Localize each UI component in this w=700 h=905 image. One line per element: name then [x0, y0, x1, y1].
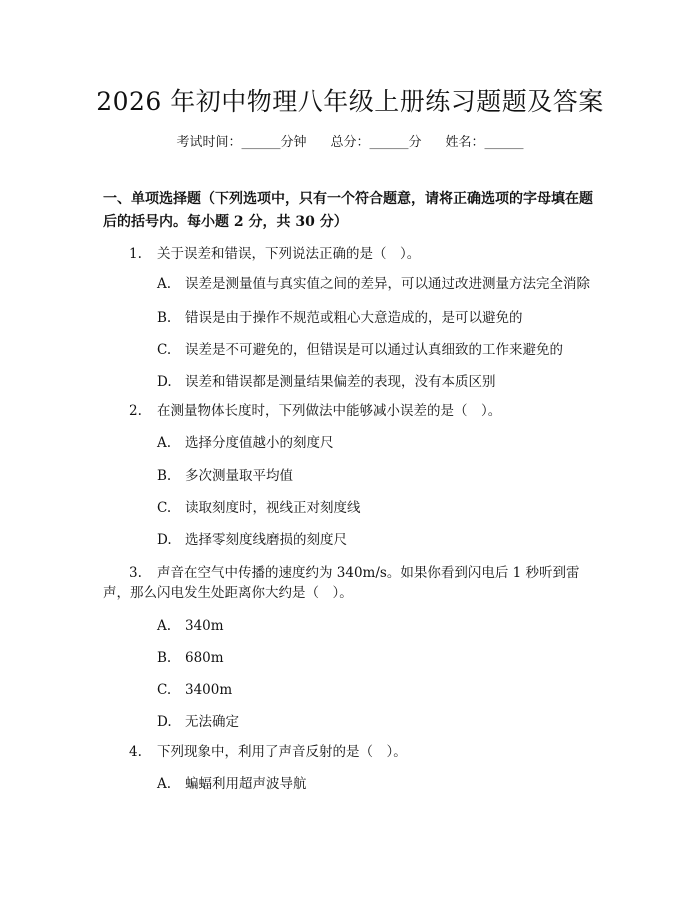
- option-letter: C.: [157, 342, 172, 358]
- question-3-option-d: [157, 712, 239, 732]
- question-3-continuation: [103, 583, 353, 603]
- exam-info-line: [0, 131, 700, 150]
- question-3: [129, 563, 580, 583]
- question-number: 3.: [129, 565, 142, 581]
- time-unit: 分钟: [280, 135, 307, 150]
- option-letter: C.: [157, 500, 172, 516]
- option-letter: B.: [157, 650, 172, 666]
- question-text-line-2: 声，那么闪电发生处距离你大约是（ ）。: [103, 585, 353, 601]
- question-text: 关于误差和错误，下列说法正确的是（ ）。: [157, 246, 421, 262]
- option-letter: C.: [157, 682, 172, 698]
- question-1-option-c: [157, 340, 563, 360]
- option-text: 选择零刻度线磨损的刻度尺: [185, 532, 347, 548]
- option-letter: A.: [157, 276, 172, 292]
- option-letter: D.: [157, 714, 172, 730]
- option-text: 多次测量取平均值: [185, 468, 293, 484]
- question-1: [129, 244, 420, 264]
- question-3-option-b: [157, 648, 224, 668]
- question-2-option-c: [157, 498, 361, 518]
- question-2-option-d: [157, 530, 347, 550]
- option-text: 3400m: [185, 682, 233, 698]
- question-text: 下列现象中，利用了声音反射的是（ ）。: [157, 744, 407, 760]
- question-1-option-d: [157, 372, 496, 392]
- option-letter: A.: [157, 776, 172, 792]
- option-text: 读取刻度时，视线正对刻度线: [185, 500, 361, 516]
- time-blank: ______: [241, 135, 281, 150]
- question-text: 在测量物体长度时，下列做法中能够减小误差的是（ ）。: [157, 403, 502, 419]
- time-label: 考试时间：: [176, 135, 242, 150]
- question-2-option-b: [157, 466, 293, 486]
- question-4-option-a: [157, 774, 307, 794]
- option-letter: B.: [157, 468, 172, 484]
- option-text: 误差是测量值与真实值之间的差异，可以通过改进测量方法完全消除: [185, 276, 590, 292]
- option-text: 无法确定: [185, 714, 239, 730]
- document-title: 2026 年初中物理八年级上册练习题题及答案: [96, 87, 604, 116]
- section-heading: 一、单项选择题（下列选项中，只有一个符合题意，请将正确选项的字母填在题后的括号内。每小题 2 分，共 30 分）: [103, 191, 593, 230]
- name-label: 姓名：: [445, 135, 485, 150]
- name-blank: ______: [484, 135, 524, 150]
- question-number: 1.: [129, 246, 142, 262]
- question-3-option-a: [157, 616, 224, 636]
- option-text: 680m: [185, 650, 224, 666]
- question-number: 2.: [129, 403, 142, 419]
- score-label: 总分：: [330, 135, 370, 150]
- option-text: 误差是不可避免的，但错误是可以通过认真细致的工作来避免的: [185, 342, 563, 358]
- option-letter: A.: [157, 435, 172, 451]
- question-2-option-a: [157, 433, 334, 453]
- option-text: 340m: [185, 618, 224, 634]
- question-3-option-c: [157, 680, 232, 700]
- option-text: 错误是由于操作不规范或粗心大意造成的，是可以避免的: [185, 310, 523, 326]
- question-2: [129, 401, 501, 421]
- option-letter: B.: [157, 310, 172, 326]
- question-4: [129, 742, 407, 762]
- question-text-line-1: 声音在空气中传播的速度约为 340m/s。如果你看到闪电后 1 秒听到雷: [157, 565, 580, 581]
- option-letter: D.: [157, 532, 172, 548]
- option-text: 误差和错误都是测量结果偏差的表现，没有本质区别: [185, 374, 496, 390]
- question-1-option-b: [157, 308, 523, 328]
- option-text: 蝙蝠利用超声波导航: [185, 776, 307, 792]
- question-1-option-a: [157, 274, 590, 294]
- option-letter: D.: [157, 374, 172, 390]
- option-letter: A.: [157, 618, 172, 634]
- question-number: 4.: [129, 744, 142, 760]
- option-text: 选择分度值越小的刻度尺: [185, 435, 334, 451]
- score-unit: 分: [408, 135, 422, 150]
- score-blank: ______: [369, 135, 409, 150]
